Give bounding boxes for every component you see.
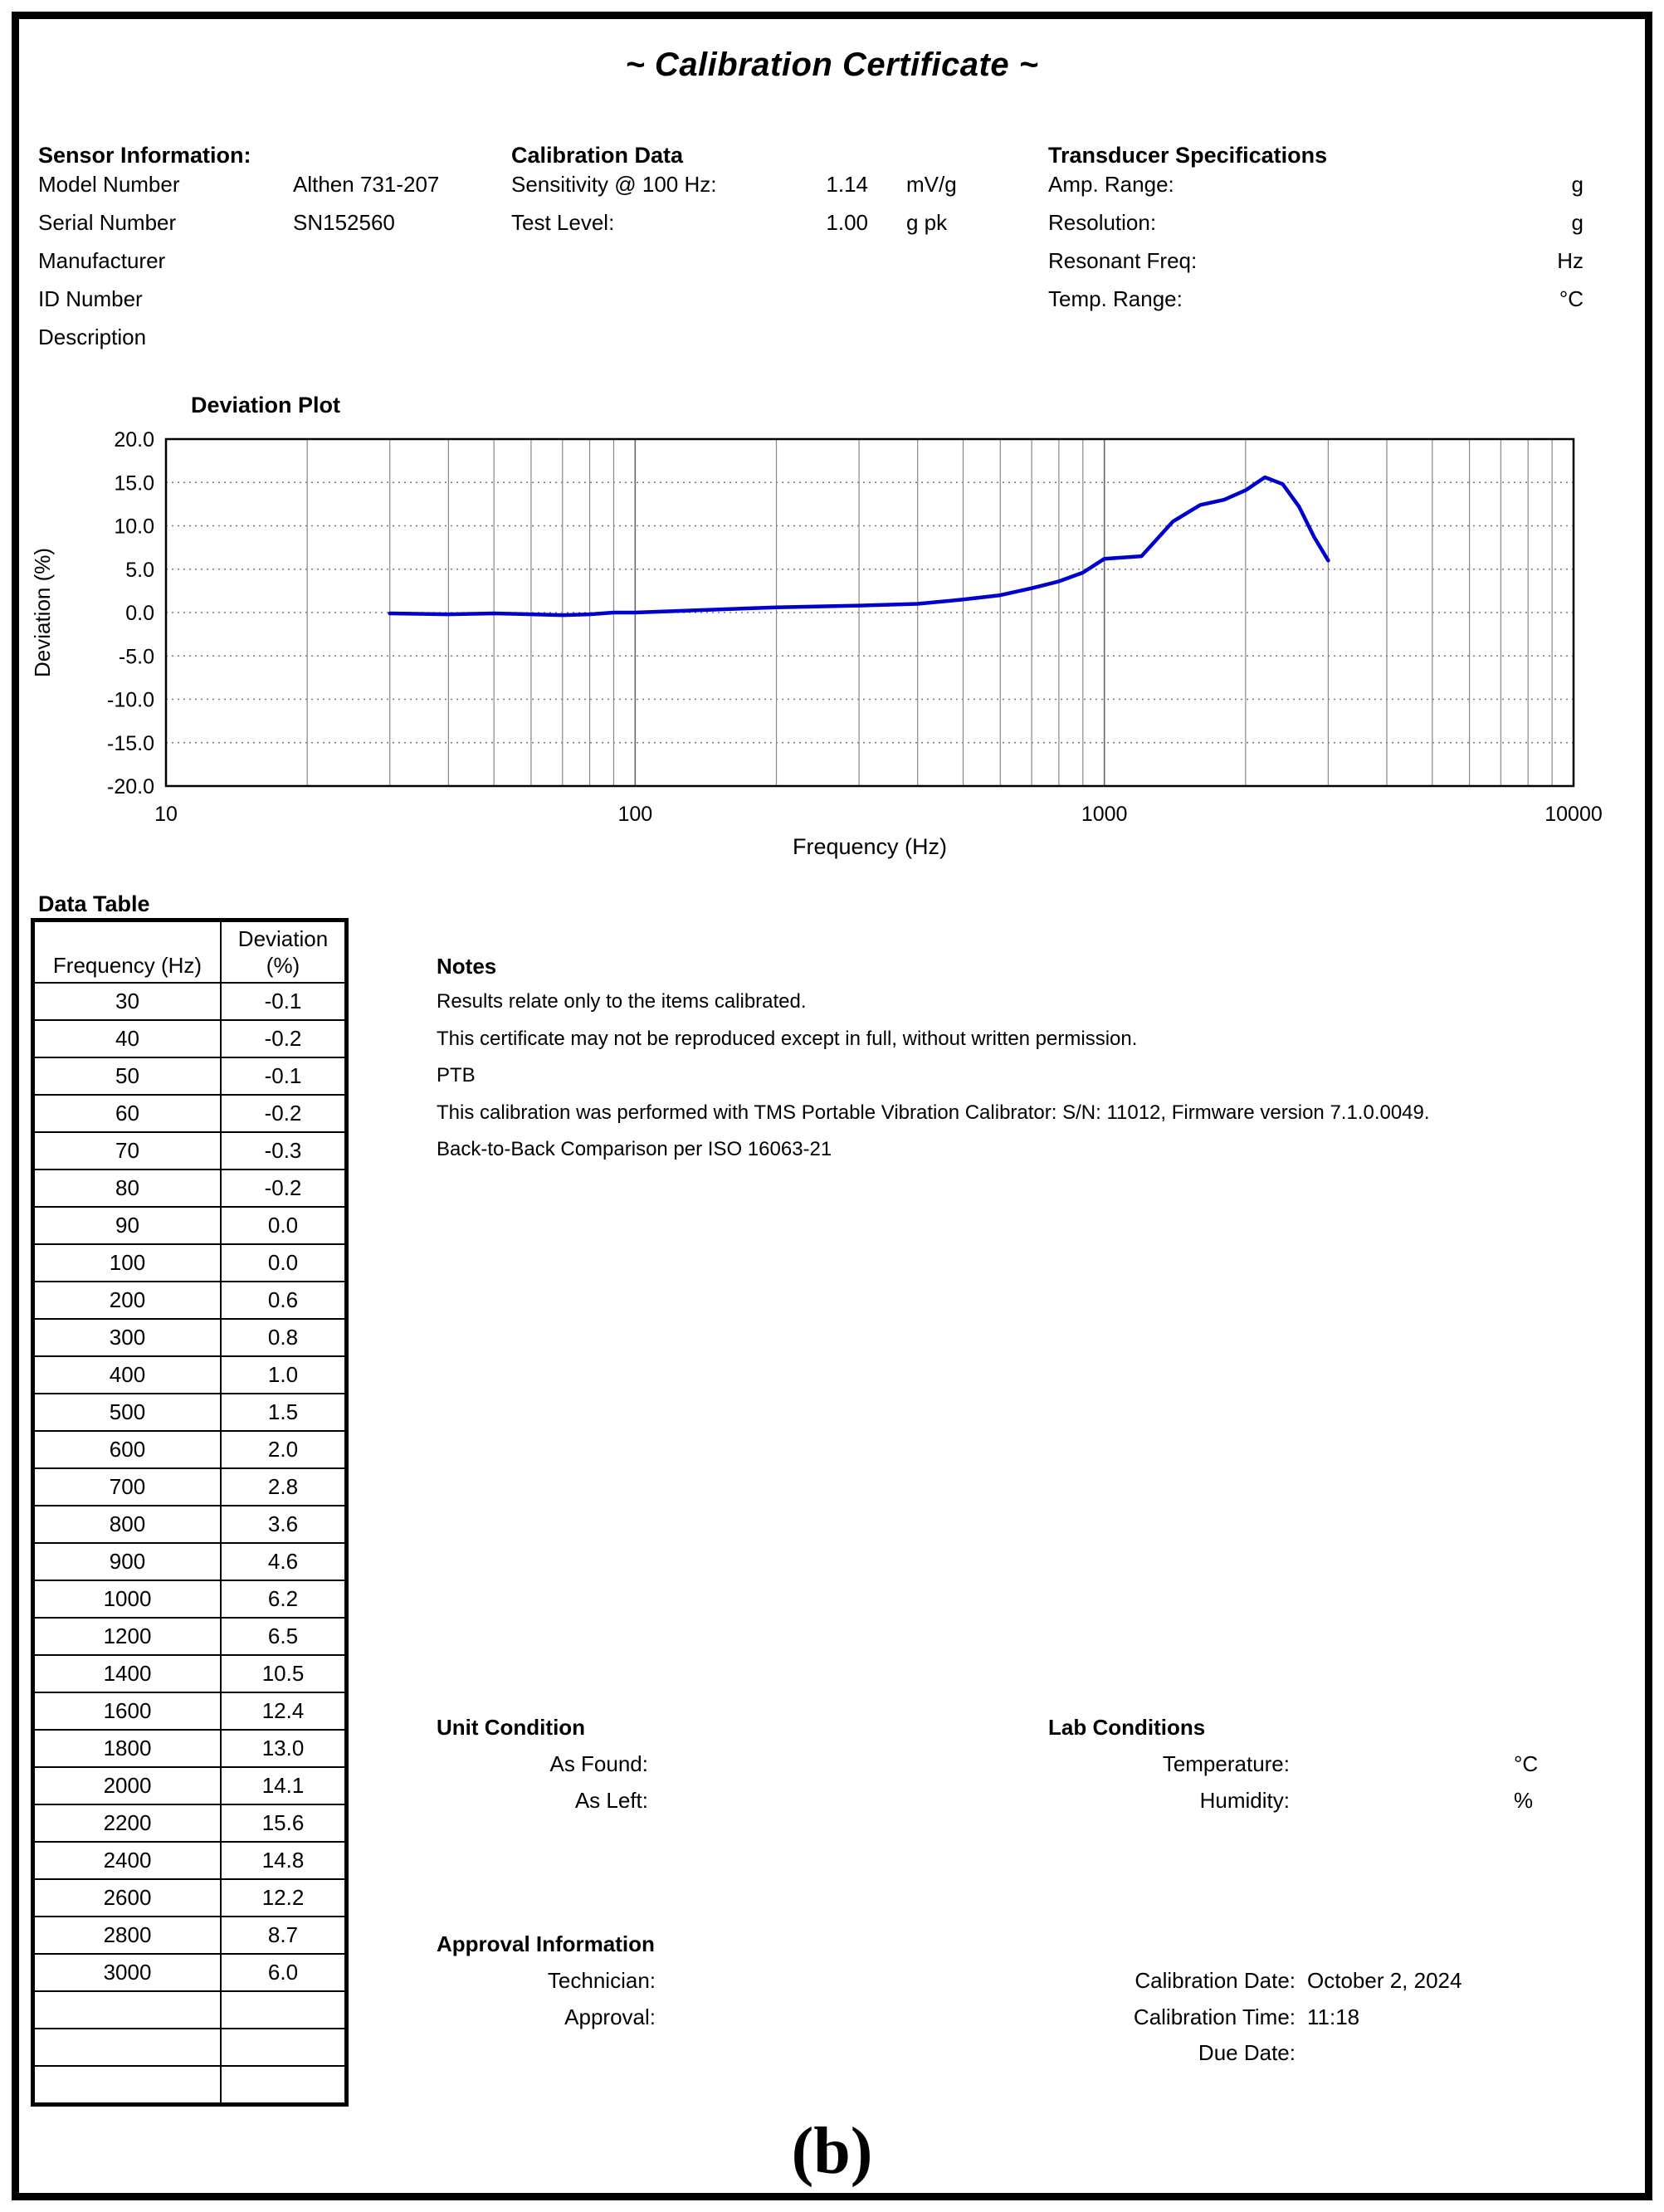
x-axis-title: Frequency (Hz) [792,834,948,859]
data-table-header-row [34,921,345,983]
deviation-cell: 12.4 [221,1692,345,1730]
data-table-row [34,1394,345,1431]
data-table-row [34,1020,345,1057]
spec-field-unit: g [1571,172,1583,197]
y-tick-label: 20.0 [114,428,154,452]
calibration-data-row [511,208,1026,247]
frequency-cell: 40 [34,1020,221,1057]
deviation-cell: 14.8 [221,1842,345,1879]
deviation-cell: 8.7 [221,1917,345,1954]
calibration-dates-section [830,1966,1618,2075]
lab-conditions-section [1048,1713,1596,1823]
frequency-cell: 300 [34,1319,221,1356]
deviation-plot-svg [17,390,1643,884]
data-table-wrap [31,918,349,2107]
frequency-cell [34,1991,221,2029]
note-line: Back-to-Back Comparison per ISO 16063-21 [437,1138,832,1160]
calibration-field-value: 1.14 [826,172,868,197]
data-table-row [34,1057,345,1095]
x-tick-label: 1000 [1081,803,1128,826]
calibration-field-label: Sensitivity @ 100 Hz: [511,172,717,197]
transducer-spec-row [1048,208,1583,247]
frequency-cell: 100 [34,1244,221,1282]
deviation-plot-heading: Deviation Plot [191,393,341,417]
approval-label: Approval: [564,2004,656,2029]
y-tick-label: 0.0 [125,602,154,625]
data-table-heading: Data Table [38,891,150,916]
date-label: Calibration Date: [1135,1968,1296,1993]
deviation-cell: 15.6 [221,1804,345,1842]
deviation-cell: -0.1 [221,1057,345,1095]
frequency-cell: 500 [34,1394,221,1431]
calibration-field-unit: g pk [906,210,948,235]
unit-condition-rows [437,1750,648,1822]
deviation-cell: 2.0 [221,1431,345,1468]
approval-information-section [437,1930,656,2039]
data-table-row [34,1917,345,1954]
sensor-field-label: Model Number [38,172,180,197]
deviation-cell: -0.2 [221,1095,345,1132]
data-table-row [34,1319,345,1356]
note-line: This calibration was performed with TMS Portable Vibration Calibrator: S/N: 11012, Firmware version 7.1.0.0049. [437,1101,1430,1124]
approval-label: Technician: [547,1968,656,1993]
deviation-cell: 0.0 [221,1207,345,1244]
deviation-cell: 6.2 [221,1580,345,1618]
y-tick-label: -5.0 [118,645,154,669]
data-table-row [34,983,345,1020]
sensor-info-row [38,285,503,323]
unit-condition-label: As Left: [574,1787,648,1813]
data-table-empty-row [34,2029,345,2066]
x-tick-label: 10 [154,803,178,826]
spec-field-label: Resolution: [1048,210,1157,235]
data-table-row [34,1282,345,1319]
deviation-cell: 14.1 [221,1767,345,1804]
y-tick-label: -10.0 [107,688,154,712]
data-table-body [34,983,345,2103]
frequency-column-header [34,921,221,983]
deviation-cell: 0.8 [221,1319,345,1356]
frequency-cell: 2400 [34,1842,221,1879]
y-axis-title: Deviation (%) [30,547,55,678]
deviation-cell: 1.0 [221,1356,345,1394]
deviation-cell: 6.0 [221,1954,345,1991]
lab-condition-label: Temperature: [1162,1751,1290,1776]
sensor-info-row [38,247,503,285]
y-tick-label: -20.0 [107,775,154,798]
spec-field-unit: °C [1559,286,1583,311]
unit-condition-heading: Unit Condition [437,1715,586,1740]
note-line: Results relate only to the items calibrated. [437,990,807,1013]
frequency-cell: 600 [34,1431,221,1468]
transducer-spec-row [1048,170,1583,208]
y-tick-label: 15.0 [114,471,154,496]
calibration-data-heading: Calibration Data [511,143,684,168]
date-label: Due Date: [1198,2040,1296,2065]
y-tick-label: 5.0 [125,558,154,582]
deviation-cell: -0.1 [221,983,345,1020]
data-table-row [34,1879,345,1917]
date-rows [830,1966,1618,2075]
frequency-cell: 2600 [34,1879,221,1917]
lab-conditions-heading: Lab Conditions [1048,1715,1206,1740]
transducer-spec-row [1048,247,1583,285]
lab-condition-unit: % [1514,1788,1534,1813]
sensor-info-row [38,323,503,361]
data-table-row [34,1431,345,1468]
data-table-row [34,1580,345,1618]
transducer-spec-rows [1048,170,1583,323]
calibration-field-label: Test Level: [511,210,615,235]
frequency-cell: 700 [34,1468,221,1506]
deviation-plot [17,390,1643,884]
data-table-row [34,1169,345,1207]
x-tick-label: 100 [617,803,653,826]
date-row [830,2039,1618,2075]
deviation-cell: 4.6 [221,1543,345,1580]
spec-field-label: Temp. Range: [1048,286,1183,311]
deviation-cell [221,1991,345,2029]
y-tick-label: -15.0 [107,731,154,755]
frequency-column-label: Frequency (Hz) [52,953,203,978]
sensor-info-rows [38,170,503,361]
deviation-cell: 12.2 [221,1879,345,1917]
frequency-cell: 3000 [34,1954,221,1991]
x-tick-label: 10000 [1544,803,1603,826]
frequency-cell: 50 [34,1057,221,1095]
deviation-cell: 2.8 [221,1468,345,1506]
sensor-information-heading: Sensor Information: [38,143,251,168]
data-table-row [34,1095,345,1132]
date-row [830,2003,1618,2039]
unit-condition-label: As Found: [549,1751,648,1776]
data-table-row [34,1132,345,1169]
frequency-cell: 30 [34,983,221,1020]
figure-caption: (b) [791,2115,873,2188]
date-label: Calibration Time: [1133,2004,1296,2029]
sensor-field-value: SN152560 [293,210,395,235]
sensor-info-row [38,208,503,247]
calibration-field-value: 1.00 [826,210,868,235]
frequency-cell: 2200 [34,1804,221,1842]
data-table-row [34,1468,345,1506]
data-table-row [34,1244,345,1282]
deviation-cell: -0.2 [221,1020,345,1057]
frequency-cell [34,2029,221,2066]
frequency-cell: 400 [34,1356,221,1394]
frequency-cell [34,2066,221,2103]
data-table-row [34,1730,345,1767]
data-table-row [34,1207,345,1244]
sensor-information-section [38,141,503,361]
unit-condition-section [437,1713,648,1822]
notes-lines [437,989,1598,1174]
frequency-cell: 80 [34,1169,221,1207]
date-value: October 2, 2024 [1307,1968,1462,1993]
deviation-cell: 10.5 [221,1655,345,1692]
lab-condition-unit: °C [1514,1751,1539,1776]
deviation-cell: 13.0 [221,1730,345,1767]
data-table-row [34,1692,345,1730]
calibration-field-unit: mV/g [906,172,957,197]
lab-condition-row [1048,1750,1596,1786]
spec-field-label: Amp. Range: [1048,172,1174,197]
deviation-cell [221,2029,345,2066]
y-tick-label: 10.0 [114,515,154,539]
transducer-spec-row [1048,285,1583,323]
notes-heading: Notes [437,954,497,979]
frequency-cell: 1000 [34,1580,221,1618]
sensor-field-label: Manufacturer [38,248,166,273]
data-table-row [34,1655,345,1692]
data-table-row [34,1804,345,1842]
deviation-cell: 1.5 [221,1394,345,1431]
data-table-row [34,1506,345,1543]
deviation-cell [221,2066,345,2103]
calibration-data-rows [511,170,1026,247]
sensor-field-value: Althen 731-207 [293,172,440,197]
approval-information-heading: Approval Information [437,1931,655,1956]
note-line: PTB [437,1064,476,1086]
data-table [33,920,346,2104]
data-table-row [34,1767,345,1804]
spec-field-unit: Hz [1557,248,1583,273]
transducer-specifications-section [1048,141,1583,323]
lab-condition-label: Humidity: [1199,1788,1290,1813]
sensor-field-label: Description [38,325,147,349]
frequency-cell: 900 [34,1543,221,1580]
data-table-row [34,1543,345,1580]
frequency-cell: 2800 [34,1917,221,1954]
deviation-cell: 0.0 [221,1244,345,1282]
lab-condition-row [1048,1786,1596,1823]
frequency-cell: 800 [34,1506,221,1543]
data-table-row [34,1356,345,1394]
data-table-row [34,1618,345,1655]
deviation-cell: -0.3 [221,1132,345,1169]
note-line: This certificate may not be reproduced except in full, without written permission. [437,1027,1138,1050]
frequency-cell: 1800 [34,1730,221,1767]
approval-rows [437,1966,656,2039]
deviation-cell: 6.5 [221,1618,345,1655]
data-table-empty-row [34,2066,345,2103]
data-table-row [34,1954,345,1991]
sensor-info-row [38,170,503,208]
date-row [830,1966,1618,2003]
frequency-cell: 1200 [34,1618,221,1655]
deviation-cell: 0.6 [221,1282,345,1319]
spec-field-unit: g [1571,210,1583,235]
deviation-column-label-line1: Deviation [237,926,329,951]
deviation-column-label-line2: (%) [266,953,300,978]
transducer-specifications-heading: Transducer Specifications [1048,143,1328,168]
frequency-cell: 200 [34,1282,221,1319]
data-table-row [34,1842,345,1879]
frequency-cell: 2000 [34,1767,221,1804]
frequency-cell: 90 [34,1207,221,1244]
lab-conditions-rows [1048,1750,1596,1823]
frequency-cell: 60 [34,1095,221,1132]
sensor-field-label: Serial Number [38,210,177,235]
calibration-data-row [511,170,1026,208]
sensor-field-label: ID Number [38,286,143,311]
calibration-data-section [511,141,1026,247]
frequency-cell: 1400 [34,1655,221,1692]
deviation-cell: -0.2 [221,1169,345,1207]
data-table-empty-row [34,1991,345,2029]
date-value: 11:18 [1307,2004,1360,2029]
deviation-column-header [221,921,345,983]
frequency-cell: 1600 [34,1692,221,1730]
certificate-title: ~ Calibration Certificate ~ [625,46,1039,83]
spec-field-label: Resonant Freq: [1048,248,1198,273]
notes-section [437,952,1598,1174]
frequency-cell: 70 [34,1132,221,1169]
deviation-cell: 3.6 [221,1506,345,1543]
